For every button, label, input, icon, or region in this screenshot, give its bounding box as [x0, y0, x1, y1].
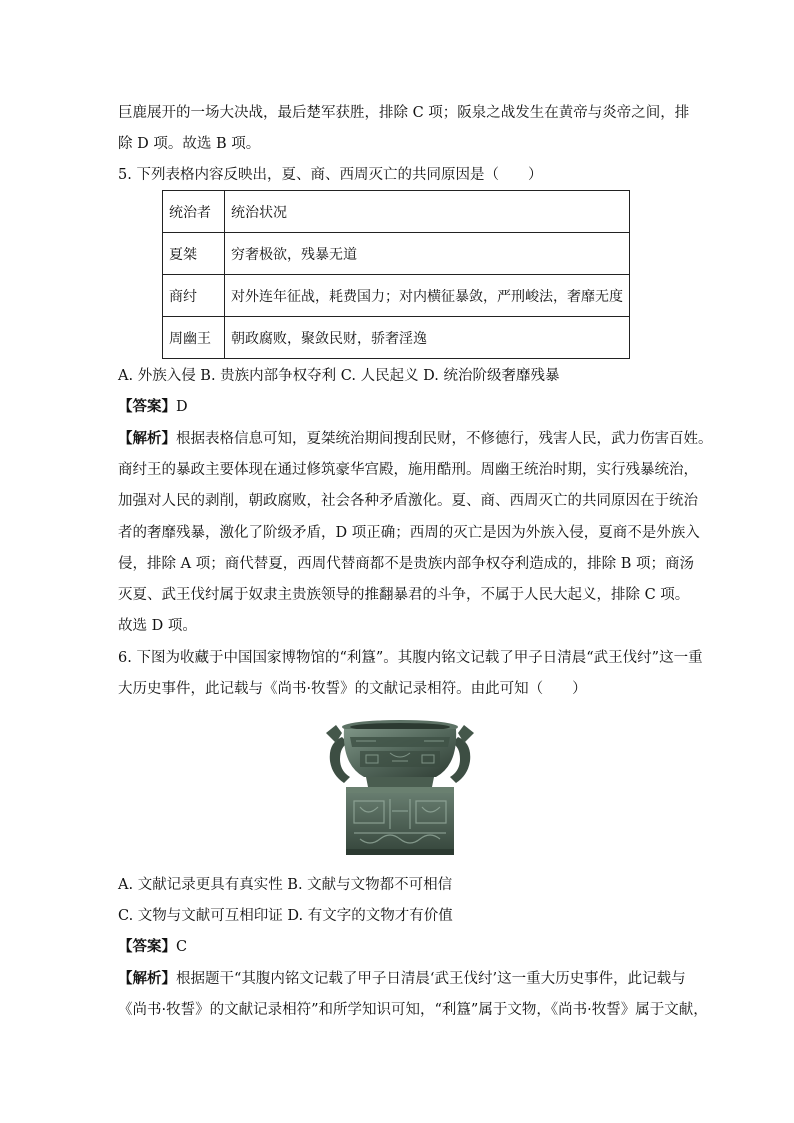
- question-5-answer: [118, 397, 188, 417]
- question-6-options-row-2: C. 文物与文献可互相印证 D. 有文字的文物才有价值: [118, 908, 453, 924]
- analysis-label: 【解析】: [118, 430, 176, 447]
- answer-label: 【答案】: [118, 398, 176, 415]
- question-5-stem: 5. 下列表格内容反映出，夏、商、西周灭亡的共同原因是（ ）: [118, 167, 543, 183]
- analysis-text: 根据题干“其腹内铭文记载了甲子日清晨‘武王伐纣’这一重大历史事件，此记载与: [176, 971, 686, 987]
- table-cell: 周幽王: [163, 317, 225, 359]
- question-6-analysis: [118, 969, 686, 989]
- table-header-cell: 统治状况: [225, 191, 630, 233]
- analysis-text: 根据表格信息可知，夏桀统治期间搜刮民财，不修德行，残害人民，武力伤害百姓。: [176, 431, 713, 447]
- paragraph-line: 商纣王的暴政主要体现在通过修筑豪华宫殿，施用酷刑。周幽王统治时期，实行残暴统治，: [118, 462, 698, 478]
- question-6-options-row-1: A. 文献记录更具有真实性 B. 文献与文物都不可相信: [118, 877, 453, 893]
- paragraph-line: 巨鹿展开的一场大决战，最后楚军获胜，排除 C 项；阪泉之战发生在黄帝与炎帝之间，排: [118, 105, 690, 121]
- analysis-label: 【解析】: [118, 970, 176, 987]
- table-row: [163, 317, 630, 359]
- li-gui-bronze-vessel-image: [320, 715, 480, 857]
- table-cell: 对外连年征战，耗费国力；对内横征暴敛，严刑峻法，奢靡无度: [225, 275, 630, 317]
- table-cell: 朝政腐败，聚敛民财，骄奢淫逸: [225, 317, 630, 359]
- paragraph-line: 故选 D 项。: [118, 618, 197, 634]
- table-row: [163, 191, 630, 233]
- paragraph-line: 大历史事件，此记载与《尚书·牧誓》的文献记录相符。由此可知（ ）: [118, 681, 587, 697]
- paragraph-line: 《尚书·牧誓》的文献记录相符”和所学知识可知，“利簋”属于文物，《尚书·牧誓》属于文献，: [118, 1002, 708, 1018]
- rulers-table: [162, 190, 630, 359]
- paragraph-line: 除 D 项。故选 B 项。: [118, 136, 261, 152]
- table-cell: 夏桀: [163, 233, 225, 275]
- answer-value: C: [176, 939, 188, 955]
- answer-label: 【答案】: [118, 938, 176, 955]
- table-header-cell: 统治者: [163, 191, 225, 233]
- paragraph-line: 侵，排除 A 项；商代替夏，西周代替商都不是贵族内部争权夺利造成的，排除 B 项；商汤: [118, 556, 695, 572]
- question-6-answer: [118, 937, 187, 957]
- table-row: [163, 275, 630, 317]
- table-row: [163, 233, 630, 275]
- paragraph-line: 加强对人民的剥削，朝政腐败，社会各种矛盾激化。夏、商、西周灭亡的共同原因在于统治: [118, 493, 698, 509]
- question-6-stem: 6. 下图为收藏于中国国家博物馆的“利簋”。其腹内铭文记载了甲子日清晨“武王伐纣”这一重: [118, 650, 703, 666]
- paragraph-line: 者的奢靡残暴，激化了阶级矛盾，D 项正确；西周的灭亡是因为外族入侵，夏商不是外族入: [118, 525, 700, 541]
- table-cell: 穷奢极欲，残暴无道: [225, 233, 630, 275]
- answer-value: D: [176, 399, 188, 415]
- table-cell: 商纣: [163, 275, 225, 317]
- paragraph-line: 灭夏、武王伐纣属于奴隶主贵族领导的推翻暴君的斗争，不属于人民大起义，排除 C 项。: [118, 587, 690, 603]
- question-5-analysis: [118, 429, 713, 449]
- question-5-options: A. 外族入侵 B. 贵族内部争权夺利 C. 人民起义 D. 统治阶级奢靡残暴: [118, 368, 560, 384]
